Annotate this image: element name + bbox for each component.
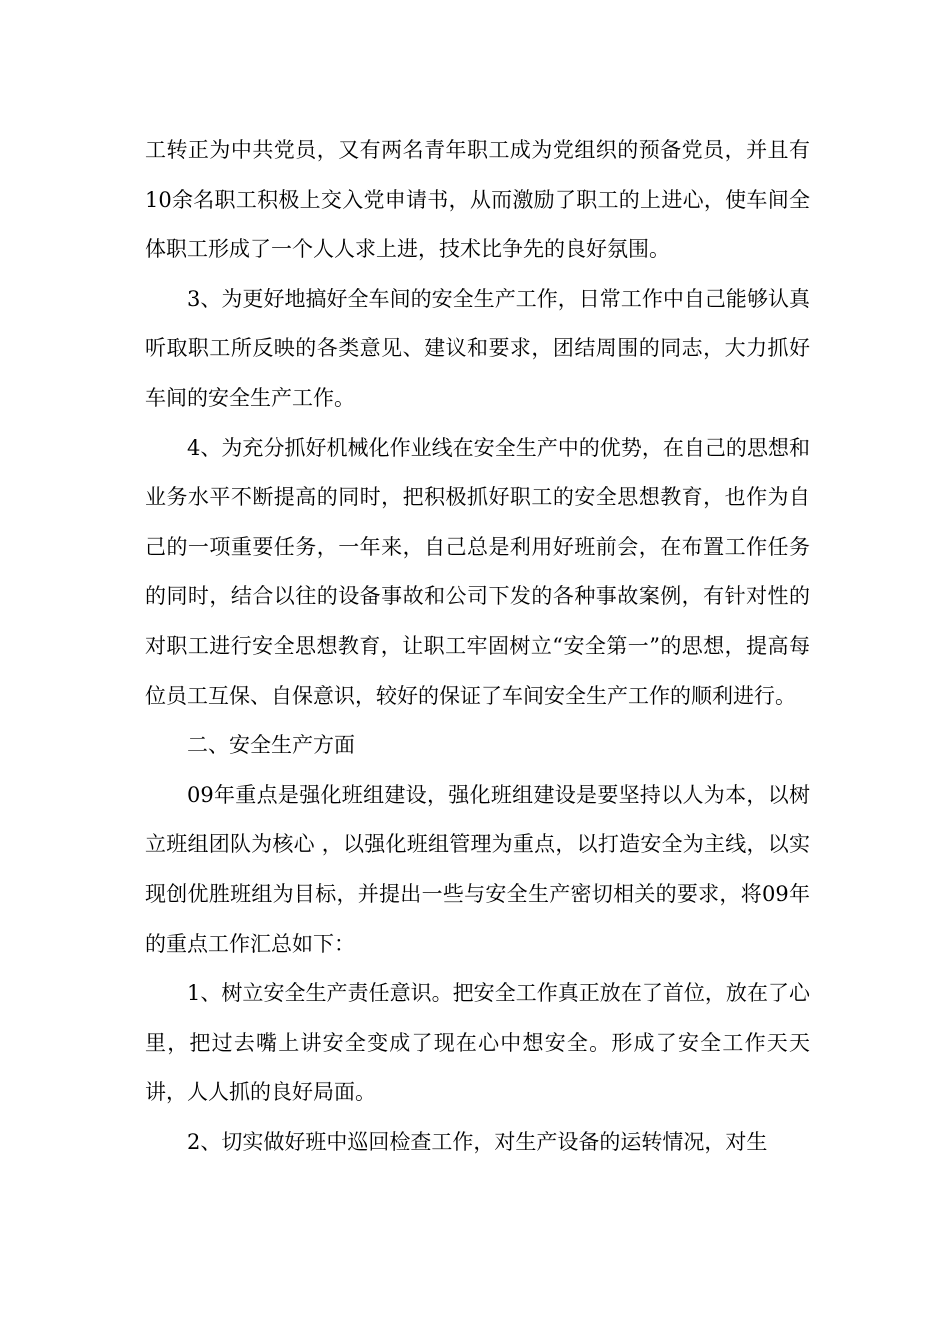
paragraph-item-4: 4、为充分抓好机械化作业线在安全生产中的优势，在自己的思想和业务水平不断提高的同时，把积极抓好职工的安全思想教育，也作为自己的一项重要任务，一年来，自己总是利用好班前会，在布置工作任务的同时，结合以往的设备事故和公司下发的各种事故案例，有针对性的对职工进行安全思想教育，让职工牢固树立“安全第一”的思想，提高每位员工互保、自保意识，较好的保证了车间安全生产工作的顺利进行。 xyxy=(145,435,810,708)
paragraph-item-2: 2、切实做好班中巡回检查工作，对生产设备的运转情况，对生 xyxy=(187,1129,768,1154)
paragraph-item-3: 3、为更好地搞好全车间的安全生产工作，日常工作中自己能够认真听取职工所反映的各类意见、建议和要求，团结周围的同志，大力抓好车间的安全生产工作。 xyxy=(145,286,810,410)
document-body xyxy=(145,126,810,1167)
paragraph-continuation: 工转正为中共党员，又有两名青年职工成为党组织的预备党员，并且有10余名职工积极上交入党申请书，从而激励了职工的上进心，使车间全体职工形成了一个人人求上进，技术比争先的良好氛围。 xyxy=(145,138,810,262)
paragraph-2009-focus: 09年重点是强化班组建设，强化班组建设是要坚持以人为本，以树立班组团队为核心 ，以强化班组管理为重点，以打造安全为主线，以实现创优胜班组为目标，并提出一些与安全生产密切相关的要求，将09年的重点工作汇总如下： xyxy=(145,782,810,956)
section-heading-safety-production: 二、安全生产方面 xyxy=(187,733,355,758)
paragraph-item-1: 1、树立安全生产责任意识。把安全工作真正放在了首位，放在了心里，把过去嘴上讲安全变成了现在心中想安全。形成了安全工作天天讲，人人抓的良好局面。 xyxy=(145,981,810,1105)
